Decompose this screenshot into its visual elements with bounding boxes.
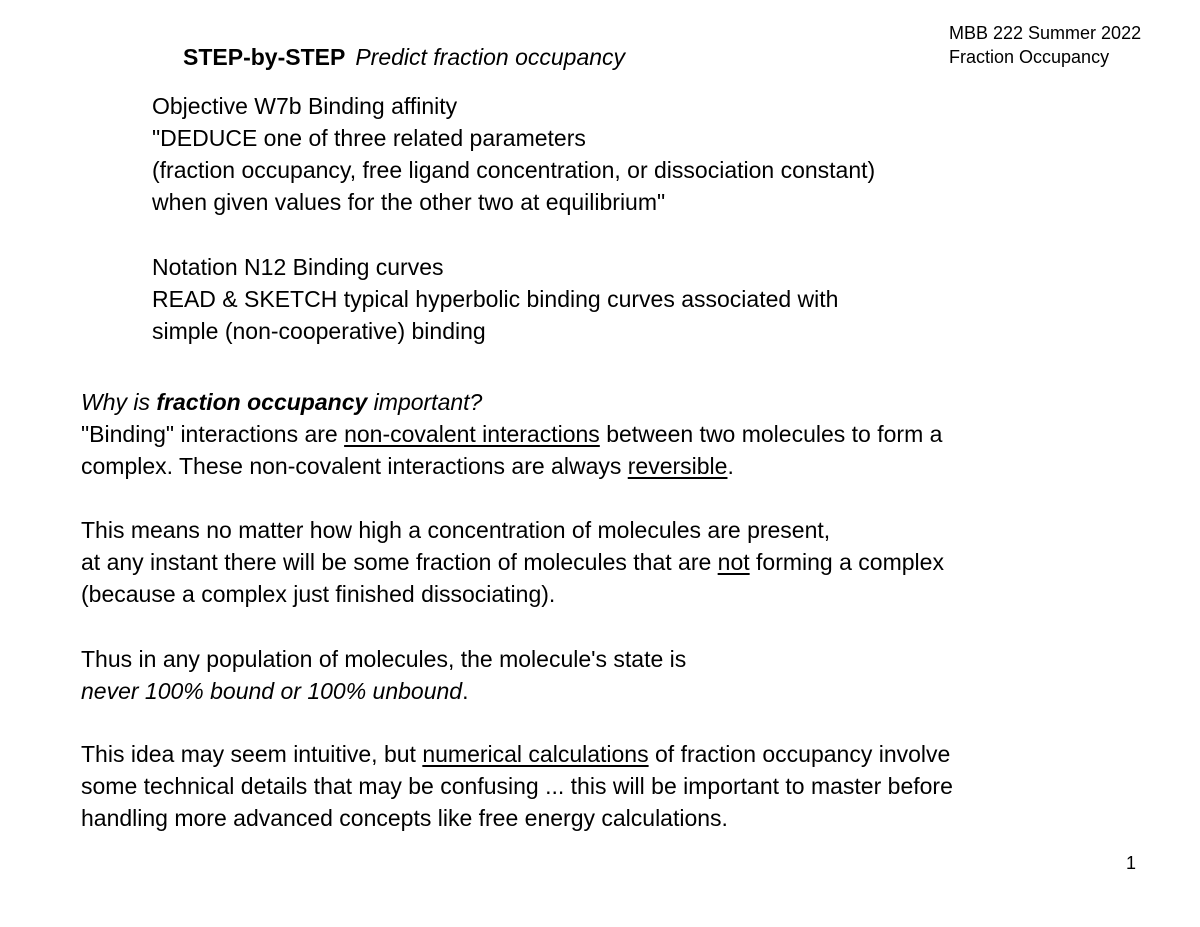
objective-line: when given values for the other two at equilibrium": [152, 189, 666, 215]
why-question-term: fraction occupancy: [156, 389, 368, 415]
means-line-3: (because a complex just finished dissociating).: [81, 581, 556, 607]
idea-line-1-post: of fraction occupancy involve: [648, 741, 951, 767]
title-rest: Predict fraction occupancy: [355, 44, 626, 70]
thus-line-2-italic: never 100% bound or 100% unbound: [81, 678, 463, 704]
title-lead: STEP-by-STEP: [183, 44, 346, 70]
idea-line-1-underlined: numerical calculations: [422, 741, 649, 767]
why-question-pre: Why is: [81, 389, 157, 415]
idea-line-1-pre: This idea may seem intuitive, but: [81, 741, 423, 767]
means-line-2-pre: at any instant there will be some fraction of molecules that are: [81, 549, 718, 575]
thus-paragraph: [81, 643, 686, 707]
course-label: MBB 222 Summer 2022: [949, 23, 1142, 43]
thus-line-1: Thus in any population of molecules, the molecule's state is: [81, 646, 687, 672]
idea-line-1: [81, 738, 953, 770]
topic-label: Fraction Occupancy: [949, 47, 1110, 67]
thus-line-2-post: .: [462, 678, 469, 704]
means-line-2: [81, 546, 944, 578]
why-line-1-pre: "Binding" interactions are: [81, 421, 345, 447]
means-line-2-post: forming a complex: [749, 549, 944, 575]
slide-header: [949, 21, 1141, 69]
objective-line: "DEDUCE one of three related parameters: [152, 125, 586, 151]
why-question: [81, 386, 942, 418]
slide-title: [183, 42, 625, 72]
why-line-1-post: between two molecules to form a: [599, 421, 943, 447]
idea-paragraph: [81, 738, 953, 834]
why-line-2: [81, 450, 942, 482]
notation-line: Notation N12 Binding curves: [152, 254, 444, 280]
notation-line: READ & SKETCH typical hyperbolic binding curves associated with: [152, 286, 839, 312]
objective-line: (fraction occupancy, free ligand concentration, or dissociation constant): [152, 157, 876, 183]
objective-block: [152, 90, 875, 218]
thus-line-2: [81, 675, 686, 707]
idea-line-2: some technical details that may be confusing ... this will be important to master before: [81, 773, 953, 799]
notation-block: [152, 251, 838, 347]
why-line-2-pre: complex. These non-covalent interactions are always: [81, 453, 628, 479]
why-question-post: important?: [367, 389, 483, 415]
objective-line: Objective W7b Binding affinity: [152, 93, 458, 119]
why-line-2-underlined: reversible: [627, 453, 728, 479]
means-line-2-underlined: not: [717, 549, 750, 575]
means-paragraph: [81, 514, 944, 610]
why-line-1-underlined: non-covalent interactions: [344, 421, 600, 447]
why-line-2-post: .: [727, 453, 734, 479]
page-number: 1: [1126, 853, 1137, 873]
notation-line: simple (non-cooperative) binding: [152, 318, 486, 344]
why-paragraph: [81, 386, 942, 482]
why-line-1: [81, 418, 942, 450]
means-line-1: This means no matter how high a concentration of molecules are present,: [81, 517, 831, 543]
idea-line-3: handling more advanced concepts like free energy calculations.: [81, 805, 728, 831]
